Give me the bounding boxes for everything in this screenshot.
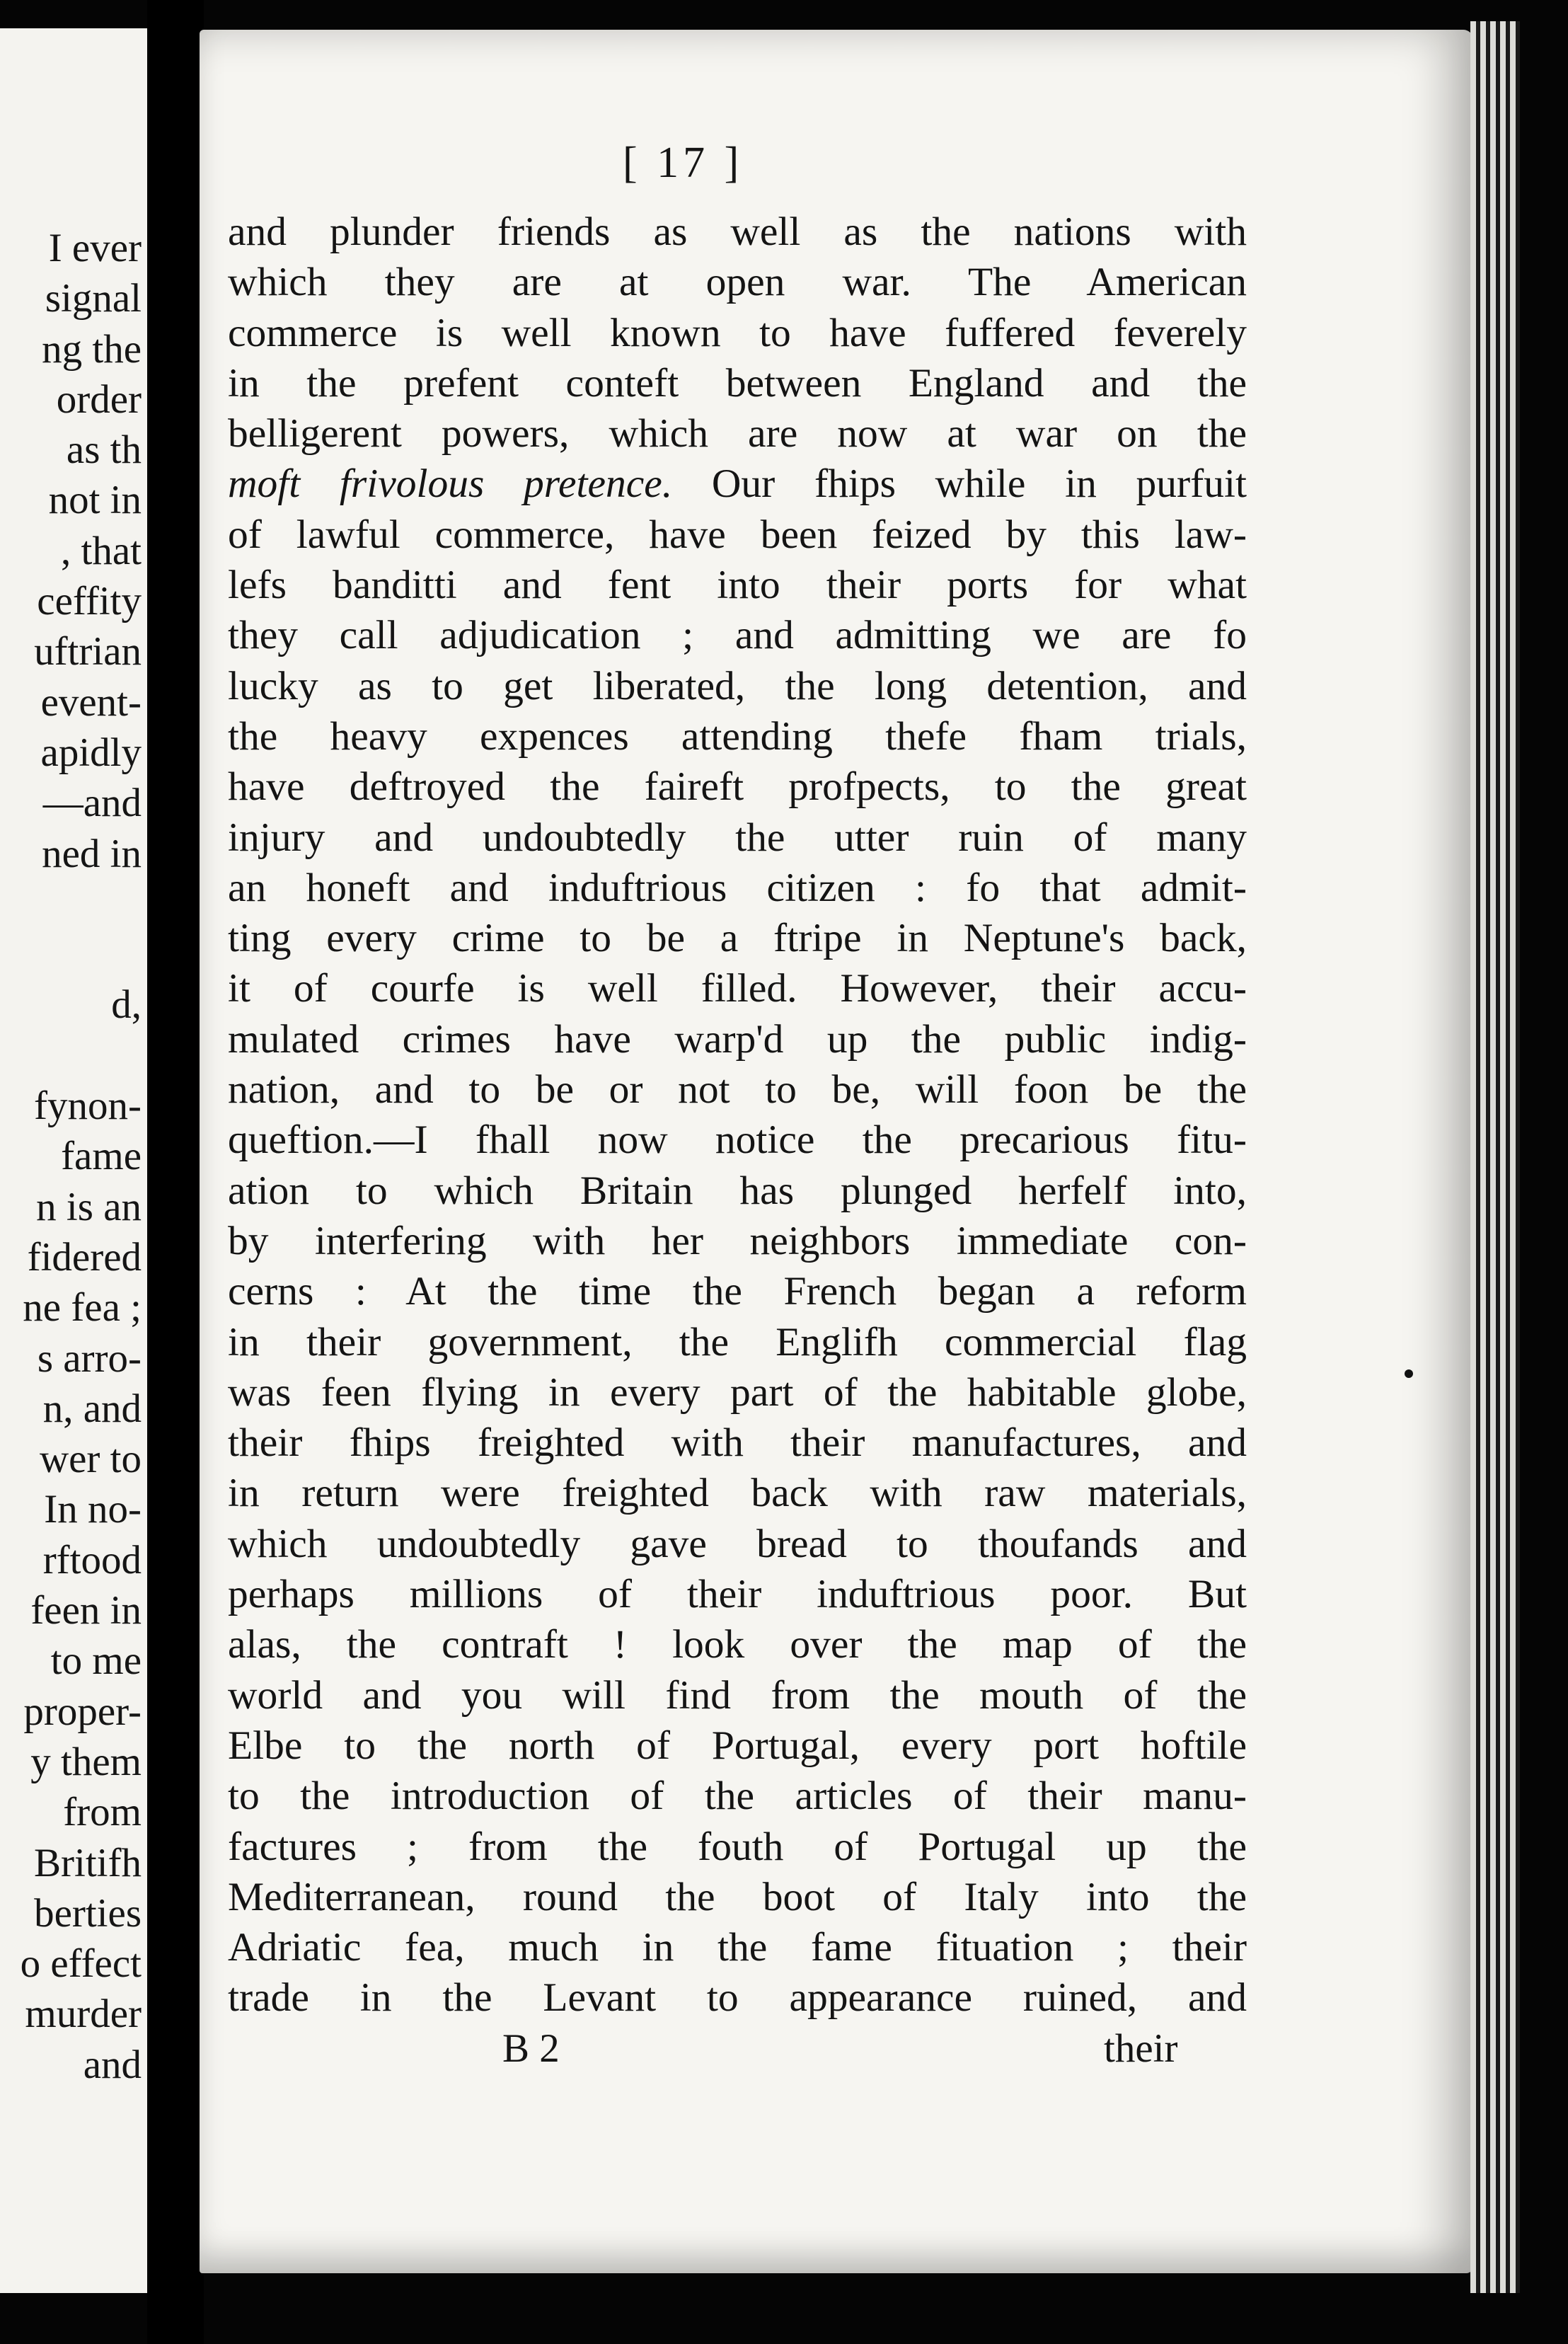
text-line: which undoubtedly gave bread to thoufands and	[228, 1521, 1247, 1566]
text-line: in the prefent conteft between England and the	[228, 360, 1247, 406]
left-page-line: fynon-	[34, 1084, 142, 1129]
signature-mark: B 2	[502, 2026, 560, 2071]
left-page-line: I ever	[48, 226, 142, 270]
left-page-line: rftood	[42, 1537, 142, 1582]
left-page-line: murder	[25, 1992, 142, 2037]
text-line: they call adjudication ; and admitting we are fo	[228, 613, 1247, 658]
text-line: world and you will find from the mouth of the	[228, 1672, 1247, 1718]
left-page-line: event-	[40, 679, 142, 725]
text-line: their fhips freighted with their manufactures, and	[228, 1420, 1247, 1466]
text-line: lefs banditti and fent into their ports for what	[228, 563, 1247, 608]
text-line: commerce is well known to have fuffered feverely	[228, 310, 1247, 355]
left-page-line: In no-	[44, 1487, 142, 1532]
text-line: ation to which Britain has plunged herfelf into,	[228, 1168, 1247, 1213]
text-line: Adriatic fea, much in the fame fituation ; their	[228, 1925, 1247, 1970]
text-line: nation, and to be or not to be, will foon be the	[228, 1067, 1247, 1113]
page-body-text	[228, 207, 1247, 2023]
text-line: the heavy expences attending thefe fham trials,	[228, 713, 1247, 759]
text-line: cerns : At the time the French began a reform	[228, 1269, 1247, 1314]
text-line: an honeft and induftrious citizen : fo that admit-	[228, 865, 1247, 910]
left-page-line: ceffity	[37, 579, 142, 624]
left-page-text	[21, 223, 142, 2090]
left-page-line: fame	[61, 1134, 142, 1179]
running-head-page-number: [ 17 ]	[623, 139, 744, 187]
left-page-line: d,	[111, 982, 142, 1028]
text-line: queftion.—I fhall now notice the precarious fitu-	[228, 1118, 1247, 1163]
left-page-line	[21, 879, 142, 929]
left-page-line: o effect	[20, 1941, 142, 1987]
left-page-line: apidly	[40, 730, 142, 775]
left-page-line: , that	[61, 528, 142, 573]
left-page-line: as th	[66, 427, 142, 473]
catchword: their	[1104, 2026, 1178, 2071]
text-line: ting every crime to be a ftripe in Neptune's back,	[228, 916, 1247, 961]
left-page-line: uftrian	[34, 629, 142, 674]
left-page-line: n is an	[36, 1184, 142, 1229]
left-page-line: ned in	[42, 831, 142, 876]
left-page-line: not in	[48, 478, 142, 523]
left-page-line: Britifh	[34, 1840, 142, 1885]
left-page-line: n, and	[42, 1386, 142, 1431]
text-line: and plunder friends as well as the nations with	[228, 209, 1247, 254]
left-page-line: from	[63, 1790, 142, 1835]
left-page-line: ng the	[42, 326, 142, 372]
left-page-line: signal	[45, 276, 142, 321]
left-page-line: berties	[34, 1890, 142, 1936]
text-line: of lawful commerce, have been feized by this law-	[228, 512, 1247, 557]
text-line: to the introduction of the articles of their manu-	[228, 1774, 1247, 1819]
ink-speck	[1405, 1369, 1413, 1378]
text-line: in return were freighted back with raw materials,	[228, 1471, 1247, 1516]
text-line: belligerent powers, which are now at war on the	[228, 411, 1247, 456]
left-page-line: feen in	[30, 1588, 142, 1633]
text-line: Elbe to the north of Portugal, every port hoftile	[228, 1723, 1247, 1768]
text-line: moft frivolous pretence. Our fhips while in purfuit	[228, 461, 1247, 507]
page-edges	[1470, 21, 1520, 2293]
text-line: Mediterranean, round the boot of Italy into the	[228, 1874, 1247, 1919]
text-line: alas, the contraft ! look over the map of the	[228, 1622, 1247, 1667]
left-page-line: —and	[42, 781, 142, 826]
text-line: was feen flying in every part of the habitable globe,	[228, 1369, 1247, 1415]
text-line: mulated crimes have warp'd up the public indig-	[228, 1016, 1247, 1062]
book-gutter	[147, 0, 204, 2344]
text-line: which they are at open war. The American	[228, 260, 1247, 305]
left-page-line: to me	[50, 1638, 142, 1684]
left-page-line: proper-	[23, 1689, 142, 1734]
left-page-line: ne fea ;	[23, 1285, 142, 1331]
left-page-line: and	[83, 2042, 142, 2087]
left-page-line: wer to	[39, 1437, 142, 1482]
text-line: in their government, the Englifh commercial flag	[228, 1319, 1247, 1365]
left-page-line: order	[56, 377, 142, 422]
text-line: trade in the Levant to appearance ruined, and	[228, 1975, 1247, 2021]
text-line: injury and undoubtedly the utter ruin of many	[228, 815, 1247, 860]
text-line: factures ; from the fouth of Portugal up the	[228, 1824, 1247, 1869]
left-page-line	[21, 929, 142, 979]
text-line: have deftroyed the faireft profpects, to the great	[228, 764, 1247, 810]
left-page-line	[21, 1030, 142, 1081]
left-page-line: s arro-	[37, 1335, 142, 1381]
left-facing-page	[0, 28, 147, 2293]
text-line: lucky as to get liberated, the long detention, and	[228, 663, 1247, 708]
text-line: perhaps millions of their induftrious poor. But	[228, 1572, 1247, 1617]
text-line: it of courfe is well filled. However, their accu-	[228, 966, 1247, 1011]
left-page-line: fidered	[27, 1234, 142, 1280]
text-line: by interfering with her neighbors immediate con-	[228, 1218, 1247, 1263]
left-page-line: y them	[30, 1739, 142, 1784]
